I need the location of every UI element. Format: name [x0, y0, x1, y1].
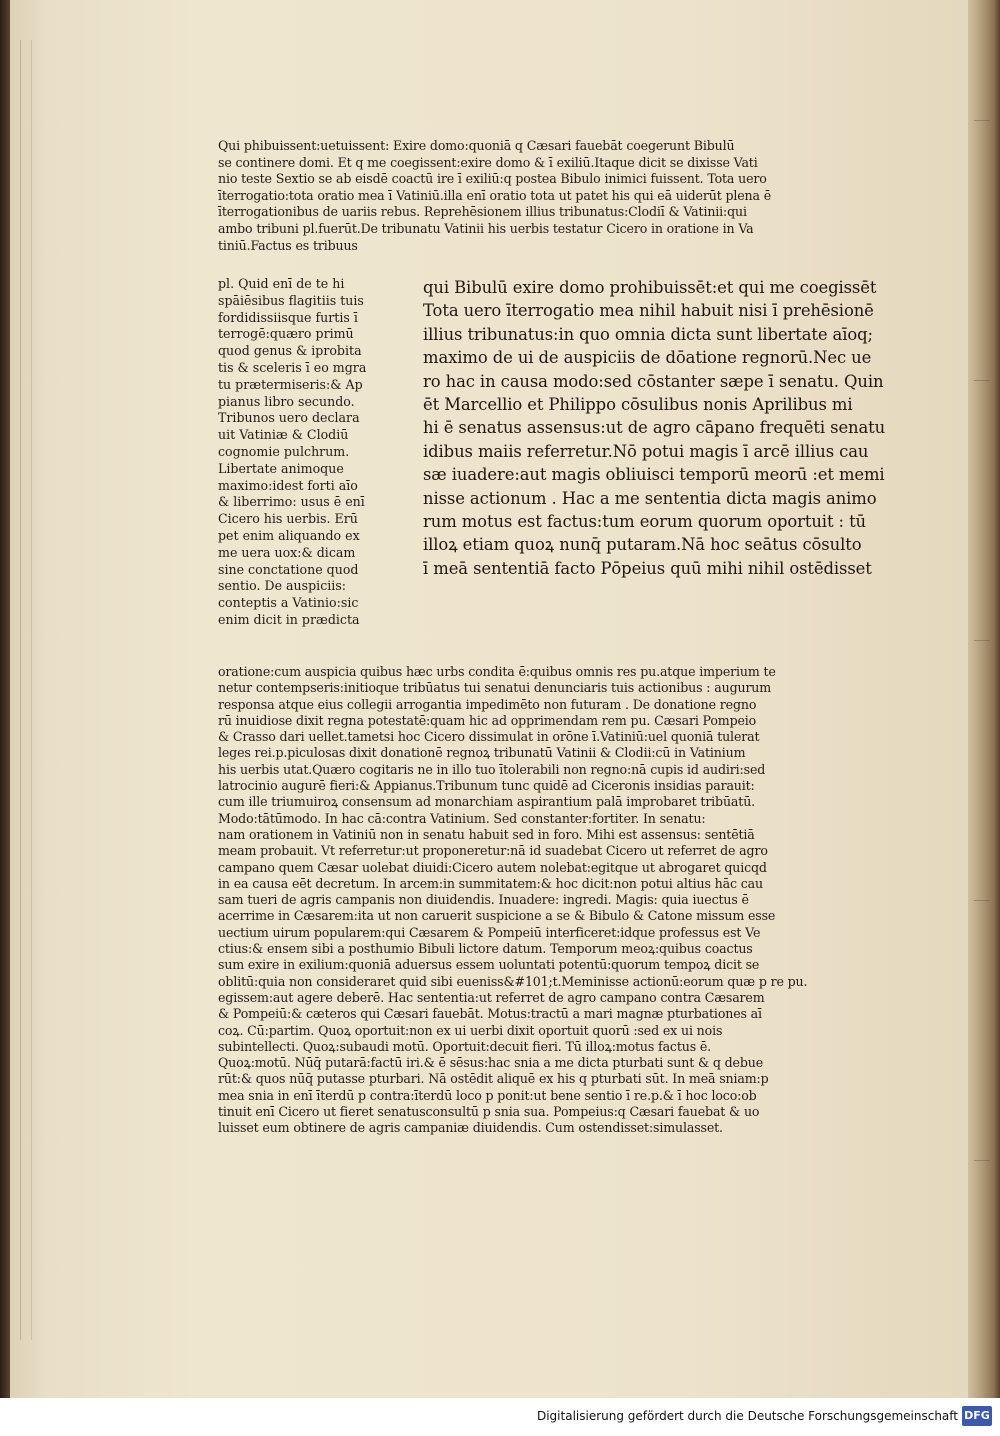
- commentary-line: oratione:cum auspicia quibus hæc urbs condita ē:quibus omnis res pu.atque imperium te: [218, 664, 776, 679]
- commentary-line: & Pompeiū:& cæteros qui Cæsari fauebāt. Motus:tractū a mari magnæ pturbationes aī: [218, 1006, 762, 1022]
- main-text-line: ro hac in causa modo:sed cōstanter sæpe ī senatu. Quin: [423, 371, 884, 391]
- commentary-line: pet enim aliquando ex: [218, 527, 360, 543]
- text-line: īterrogationibus de uariis rebus. Reprehēsionem illius tribunatus:Clodiī & Vatinii:qui: [218, 204, 747, 220]
- book-spine-shadow: [0, 0, 10, 1400]
- main-text-line: illoꝝ etiam quoꝝ nunq̄ putaram.Nā hoc seātus cōsulto: [423, 535, 862, 555]
- commentary-line: fordidissiisque furtis ī: [218, 309, 358, 325]
- commentary-line: ctius:& ensem sibi a posthumio Bibuli lictore datum. Temporum meoꝝ:quibus coactus: [218, 941, 753, 957]
- commentary-line: campano quem Cæsar uolebat diuidi:Cicero autem nolebat:egitque ut abrogaret quicqd: [218, 859, 767, 875]
- commentary-line: latrocinio augurē fieri:& Appianus.Tribunum tunc quidē ad Ciceronis insidias parauit:: [218, 778, 755, 794]
- main-text-column: [423, 276, 893, 580]
- commentary-line: nam orationem in Vatiniū non in senatu habuit sed in foro. Mihi est assensus: sentētiā: [218, 826, 755, 842]
- commentary-line: tu prætermiseris:& Ap: [218, 376, 363, 392]
- commentary-line: tinuit enī Cicero ut fieret senatusconsultū p snia sua. Pompeius:q Cæsari fauebat & uo: [218, 1104, 760, 1120]
- main-text-line: ēt Marcellio et Philippo cōsulibus nonis Aprilibus mi: [423, 394, 853, 414]
- commentary-line: Quoꝝ:motū. Nūq̄ putarā:factū iri.& ē sēsus:hac snia a me dicta pturbati sunt & q debue: [218, 1055, 764, 1071]
- text-line: nio teste Sextio se ab eisdē coactū ire ī exiliū:q postea Bibulo inimici fuissent. Tota uero: [218, 171, 767, 187]
- commentary-line: spāiēsibus flagitiis tuis: [218, 292, 364, 308]
- lower-commentary-block: [218, 664, 888, 1137]
- commentary-line: conteptis a Vatinio:sic: [218, 595, 359, 611]
- commentary-line: sentio. De auspiciis:: [218, 578, 347, 594]
- footer-credit: Digitalisierung gefördert durch die Deutsche Forschungsgemeinschaft: [536, 1409, 958, 1423]
- commentary-line: meam probauit. Vt referretur:ut proponeretur:nā id suadebat Cicero ut referret de agro: [218, 843, 768, 859]
- commentary-line: Libertate animoque: [218, 460, 344, 476]
- dfg-logo: DFG: [962, 1406, 992, 1426]
- two-column-section: [218, 276, 888, 656]
- commentary-line: coꝝ. Cū:partim. Quoꝝ oportuit:non ex ui uerbi dixit oportuit quorū :sed ex ui nois: [218, 1022, 723, 1038]
- commentary-line: Modo:tātūmodo. In hac cā:contra Vatinium. Sed constanter:fortiter. In senatu:: [218, 810, 706, 826]
- commentary-line: sum exire in exilium:quoniā aduersus essem uoluntati potentū:quorum tempoꝝ dicit se: [218, 957, 760, 973]
- footer-bar: [0, 1398, 1000, 1436]
- text-line: ambo tribuni pl.fuerūt.De tribunatu Vatinii his uerbis testatur Cicero in oratione in Va: [218, 220, 754, 236]
- text-line: Qui phibuissent:uetuissent: Exire domo:quoniā q Cæsari fauebāt coegerunt Bibulū: [218, 138, 735, 153]
- commentary-line: enim dicit in prædicta: [218, 611, 360, 627]
- commentary-line: luisset eum obtinere de agris campaniæ diuidendis. Cum ostendisset:simulasset.: [218, 1120, 723, 1136]
- commentary-line: mea snia in enī īterdū p contra:īterdū loco p ponit:ut bene sentio ī re.p.& ī hoc loco:ob: [218, 1087, 757, 1103]
- commentary-line: cognomie pulchrum.: [218, 443, 350, 459]
- commentary-line: & liberrimo: usus ē enī: [218, 494, 365, 510]
- commentary-line: uit Vatiniæ & Clodiū: [218, 427, 349, 443]
- main-text-line: nisse actionum . Hac a me sententia dicta magis animo: [423, 488, 877, 508]
- text-line: īterrogatio:tota oratio mea ī Vatiniū.illa enī oratio tota ut patet his qui eā uiderūt plena ē: [218, 187, 772, 203]
- commentary-line: subintellecti. Quoꝝ:subaudi motū. Oportuit:decuit fieri. Tū illoꝝ:motus factus ē.: [218, 1038, 712, 1054]
- main-text-line: rum motus est factus:tum eorum quorum oportuit : tū: [423, 511, 867, 531]
- page-stack-edge: [968, 0, 1000, 1398]
- main-text-line: hi ē senatus assensus:ut de agro cāpano frequēti senatu: [423, 418, 886, 438]
- commentary-line: pl. Quid enī de te hi: [218, 276, 345, 291]
- commentary-line: rū inuidiose dixit regna potestatē:quam hic ad opprimendam rem pu. Cæsari Pompeio: [218, 712, 757, 728]
- main-text-line: idibus maiis referretur.Nō potui magis ī arcē illius cau: [423, 441, 869, 461]
- commentary-column: [218, 276, 398, 629]
- commentary-line: egissem:aut agere deberē. Hac sententia:ut referret de agro campano contra Cæsarem: [218, 989, 765, 1005]
- text-line: tiniū.Factus es tribuus: [218, 237, 358, 253]
- commentary-line: sam tueri de agris campanis non diuidendis. Inuadere: ingredi. Magis: quia iuectus ē: [218, 892, 749, 908]
- page-gutter: [20, 40, 32, 1340]
- main-text-line: maximo de ui de auspiciis de dōatione regnorū.Nec ue: [423, 348, 872, 368]
- commentary-line: rūt:& quos nūq̄ putasse pturbari. Nā ostēdit aliquē ex his q pturbati sūt. In meā sniam:p: [218, 1071, 769, 1087]
- main-text-line: illius tribunatus:in quo omnia dicta sunt libertate aīoq;: [423, 324, 873, 344]
- commentary-line: uectium uirum popularem:qui Cæsarem & Pompeiū interficeret:idque professus est Ve: [218, 924, 761, 940]
- main-text-line: qui Bibulū exire domo prohibuissēt:et qui me coegissēt: [423, 278, 877, 297]
- commentary-line: maximo:idest forti aīo: [218, 477, 358, 493]
- text-line: se continere domi. Et q me coegissent:exire domo & ī exiliū.Itaque dicit se dixisse Vati: [218, 154, 758, 170]
- commentary-line: responsa atque eius collegii arrogantia impedimēto non futuram . De donatione regno: [218, 696, 757, 712]
- commentary-line: oblitū:quia non consideraret quid sibi eueniss&#101;t.Meminisse actionū:eorum quæ p re pu.: [218, 973, 808, 989]
- commentary-line: tis & sceleris ī eo mgra: [218, 359, 367, 375]
- commentary-line: Cicero his uerbis. Erū: [218, 511, 358, 527]
- commentary-line: Tribunos uero declara: [218, 410, 360, 426]
- commentary-line: pianus libro secundo.: [218, 393, 355, 409]
- commentary-line: his uerbis utat.Quæro cogitaris ne in illo tuo ītolerabili non regno:nā cupis id audiri:sed: [218, 761, 766, 777]
- commentary-line: cum ille triumuiroꝝ consensum ad monarchiam aspirantium palā improbaret tribūatū.: [218, 794, 756, 810]
- commentary-line: leges rei.p.piculosas dixit donationē regnoꝝ tribunatū Vatinii & Clodii:cū in Vatinium: [218, 745, 746, 761]
- commentary-line: netur contempseris:initioque tribūatus tui senatui denunciaris tuis actionibus : augurum: [218, 680, 772, 696]
- commentary-line: in ea causa eēt decretum. In arcem:in summitatem:& hoc dicit:non potui altius hāc cau: [218, 875, 763, 891]
- commentary-line: & Crasso dari uellet.tametsi hoc Cicero dissimulat in orōne ī.Vatiniū:uel quoniā tulerat: [218, 729, 760, 745]
- commentary-line: sine conctatione quod: [218, 561, 359, 577]
- main-text-line: Tota uero īterrogatio mea nihil habuit nisi ī prehēsionē: [423, 301, 874, 321]
- main-text-line: ī meā sententiā facto Pōpeius quū mihi nihil ostēdisset: [423, 558, 872, 578]
- commentary-line: terrogē:quæro primū: [218, 326, 354, 342]
- commentary-line: me uera uox:& dicam: [218, 544, 356, 560]
- commentary-line: acerrime in Cæsarem:ita ut non caruerit suspicione a se & Bibulo & Catone missum esse: [218, 908, 776, 924]
- top-text-block: [218, 138, 888, 254]
- commentary-line: quod genus & iprobita: [218, 343, 362, 359]
- main-text-line: sæ iuadere:aut magis obliuisci temporū meorū :et memi: [423, 465, 885, 485]
